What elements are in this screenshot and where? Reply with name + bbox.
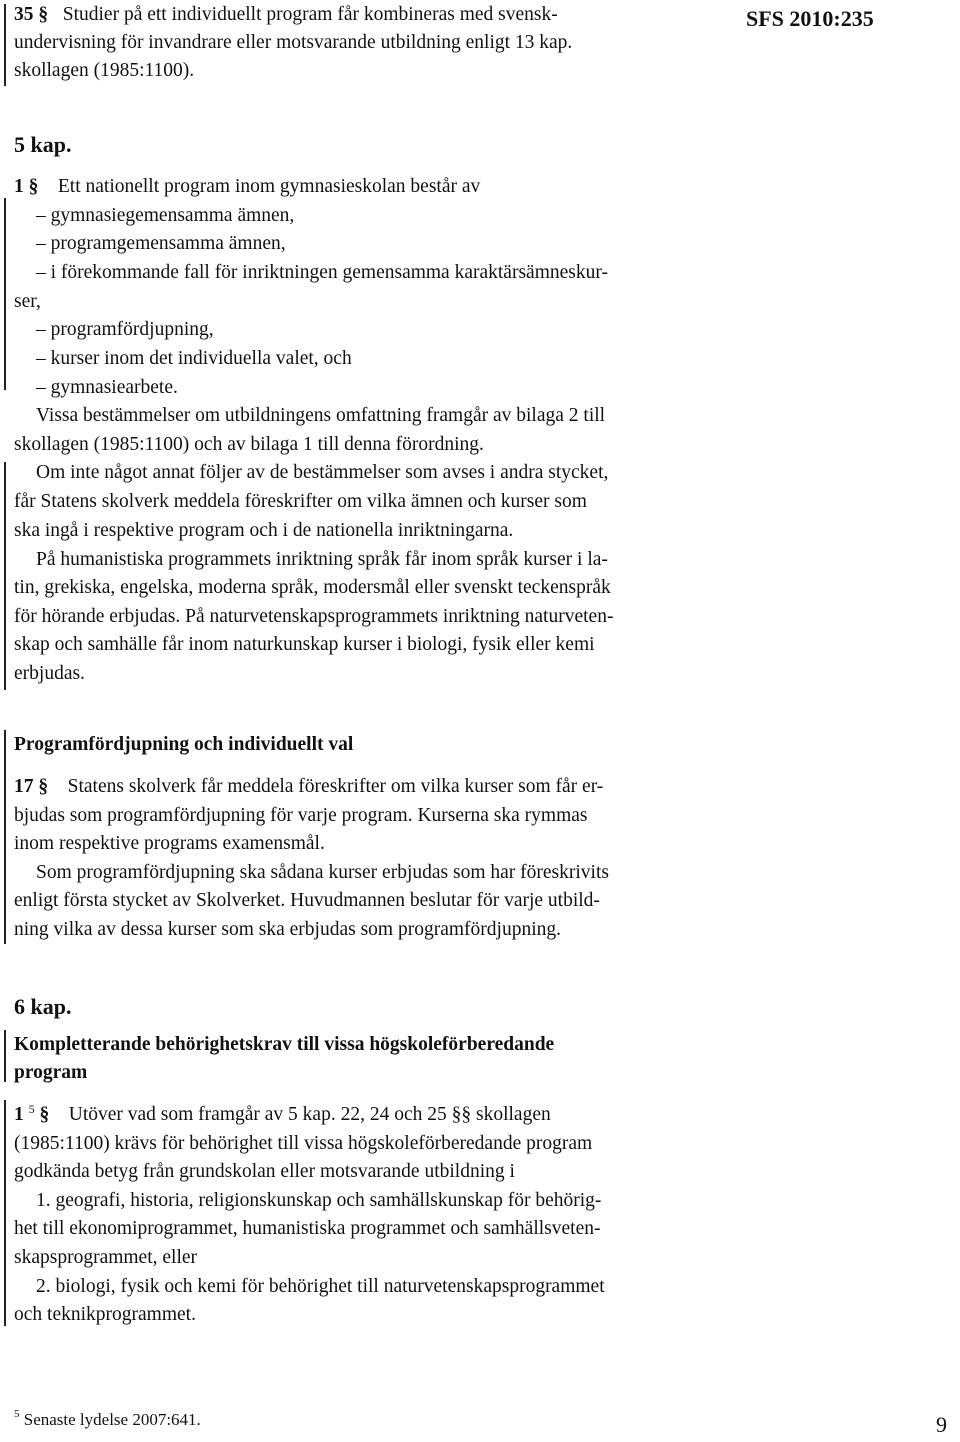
text-line: (1985:1100) krävs för behörighet till vissa högskoleförberedande program (14, 1133, 593, 1154)
text-line: Utöver vad som framgår av 5 kap. 22, 24 och 25 §§ skollagen (68, 1104, 551, 1125)
list-item: skapsprogrammet, eller (14, 1247, 198, 1268)
list-item: het till ekonomiprogrammet, humanistiska programmet och samhällsveten- (14, 1218, 601, 1239)
section-heading: Programfördjupning och individuellt val (14, 734, 354, 755)
section-number: 35 § (14, 4, 49, 25)
text-line: enligt första stycket av Skolverket. Huvudmannen beslutar för varje utbild- (14, 890, 600, 911)
text-line: Om inte något annat följer av de bestämmelser som avses i andra stycket, (36, 462, 609, 483)
text-line: skollagen (1985:1100) och av bilaga 1 till denna förordning. (14, 434, 484, 455)
text-line: ning vilka av dessa kurser som ska erbjudas som programfördjupning. (14, 919, 561, 940)
chapter-title: 5 kap. (14, 132, 72, 157)
section-heading: Kompletterande behörighetskrav till vissa högskoleförberedande (14, 1034, 555, 1055)
text-line: inom respektive programs examensmål. (14, 833, 325, 854)
text-line: På humanistiska programmets inriktning språk får inom språk kurser i la- (36, 549, 608, 570)
section-heading: program (14, 1062, 88, 1083)
text-line: Vissa bestämmelser om utbildningens omfattning framgår av bilaga 2 till (36, 405, 606, 426)
change-bar (4, 462, 6, 690)
text-line: ska ingå i respektive program och i de nationella inriktningarna. (14, 520, 514, 541)
text-line: godkända betyg från grundskolan eller motsvarande utbildning i (14, 1161, 515, 1182)
chapter-title: 6 kap. (14, 994, 72, 1019)
list-item: – programgemensamma ämnen, (36, 233, 286, 254)
section-number: 17 § (14, 776, 49, 797)
text-line: erbjudas. (14, 663, 85, 684)
text-line: undervisning för invandrare eller motsvarande utbildning enligt 13 kap. (14, 32, 573, 53)
text-line: Statens skolverk får meddela föreskrifter om vilka kurser som får er- (67, 776, 604, 797)
text-line: Ett nationellt program inom gymnasieskolan består av (57, 176, 481, 197)
text-line: bjudas som programfördjupning för varje program. Kurserna ska rymmas (14, 805, 588, 826)
page-number: 9 (936, 1412, 947, 1437)
footnote-ref: 5 (28, 1102, 35, 1116)
text-line: får Statens skolverk meddela föreskrifter om vilka ämnen och kurser som (14, 491, 587, 512)
text-line: skap och samhälle får inom naturkunskap kurser i biologi, fysik eller kemi (14, 634, 595, 655)
list-item: – kurser inom det individuella valet, och (36, 348, 352, 369)
section-17 (14, 776, 603, 798)
list-item: – gymnasiegemensamma ämnen, (36, 205, 295, 226)
text-line: för hörande erbjudas. På naturvetenskapsprogrammets inriktning naturveten- (14, 606, 614, 627)
change-bar (4, 730, 6, 944)
change-bar (4, 1030, 6, 1082)
section-6-1 (14, 1104, 551, 1126)
text-line: Som programfördjupning ska sådana kurser erbjudas som har föreskrivits (36, 862, 609, 883)
list-item: 1. geografi, historia, religionskunskap och samhällskunskap för behörig- (36, 1190, 602, 1211)
text-line: Studier på ett individuellt program får kombineras med svensk- (62, 4, 558, 25)
list-item: – programfördjupning, (36, 319, 214, 340)
list-item: – gymnasiearbete. (36, 377, 178, 398)
footnote-text: Senaste lydelse 2007:641. (23, 1410, 201, 1429)
change-bar (4, 4, 6, 86)
section-number: 1 (14, 1104, 24, 1125)
change-bar (4, 1100, 6, 1326)
footnote (14, 1410, 201, 1430)
section-number: 1 § (14, 176, 39, 197)
paragraph-sign: § (34, 1104, 50, 1125)
section-1 (14, 176, 480, 198)
sfs-number: SFS 2010:235 (746, 6, 874, 31)
list-item: ser, (14, 291, 41, 312)
list-item: 2. biologi, fysik och kemi för behörighet till naturvetenskapsprogrammet (36, 1276, 605, 1297)
text-line: skollagen (1985:1100). (14, 60, 195, 81)
section-35 (14, 4, 558, 26)
footnote-mark: 5 (14, 1408, 20, 1420)
change-bar (4, 198, 6, 390)
text-line: tin, grekiska, engelska, moderna språk, modersmål eller svenskt teckenspråk (14, 577, 611, 598)
list-item: och teknikprogrammet. (14, 1304, 196, 1325)
list-item: – i förekommande fall för inriktningen gemensamma karaktärsämneskur- (36, 262, 608, 283)
